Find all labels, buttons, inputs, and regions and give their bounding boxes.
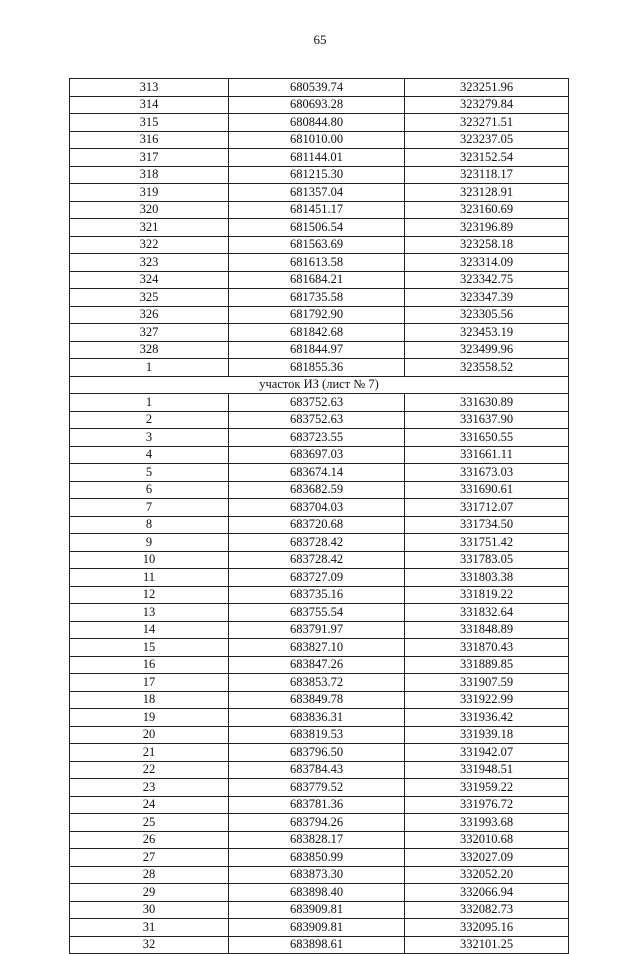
section-title: участок ИЗ (лист № 7) xyxy=(70,376,569,394)
point-number-cell: 6 xyxy=(70,481,229,499)
point-number-cell: 7 xyxy=(70,499,229,517)
point-number-cell: 30 xyxy=(70,901,229,919)
table-row xyxy=(70,656,569,674)
x-coordinate-cell: 683781.36 xyxy=(229,796,405,814)
x-coordinate-cell: 681010.00 xyxy=(229,131,405,149)
y-coordinate-cell: 323558.52 xyxy=(405,359,569,377)
x-coordinate-cell: 680539.74 xyxy=(229,79,405,97)
y-coordinate-cell: 331661.11 xyxy=(405,446,569,464)
y-coordinate-cell: 331976.72 xyxy=(405,796,569,814)
x-coordinate-cell: 683836.31 xyxy=(229,709,405,727)
point-number-cell: 317 xyxy=(70,149,229,167)
x-coordinate-cell: 681506.54 xyxy=(229,219,405,237)
y-coordinate-cell: 331948.51 xyxy=(405,761,569,779)
point-number-cell: 24 xyxy=(70,796,229,814)
x-coordinate-cell: 683850.99 xyxy=(229,849,405,867)
x-coordinate-cell: 681215.30 xyxy=(229,166,405,184)
x-coordinate-cell: 683847.26 xyxy=(229,656,405,674)
x-coordinate-cell: 681144.01 xyxy=(229,149,405,167)
y-coordinate-cell: 331907.59 xyxy=(405,674,569,692)
point-number-cell: 328 xyxy=(70,341,229,359)
table-row xyxy=(70,551,569,569)
point-number-cell: 313 xyxy=(70,79,229,97)
point-number-cell: 327 xyxy=(70,324,229,342)
point-number-cell: 324 xyxy=(70,271,229,289)
point-number-cell: 323 xyxy=(70,254,229,272)
section-header-row xyxy=(70,376,569,394)
x-coordinate-cell: 683796.50 xyxy=(229,744,405,762)
point-number-cell: 14 xyxy=(70,621,229,639)
y-coordinate-cell: 323271.51 xyxy=(405,114,569,132)
y-coordinate-cell: 323237.05 xyxy=(405,131,569,149)
page-number: 65 xyxy=(313,32,327,47)
y-coordinate-cell: 331673.03 xyxy=(405,464,569,482)
y-coordinate-cell: 331939.18 xyxy=(405,726,569,744)
x-coordinate-cell: 681855.36 xyxy=(229,359,405,377)
table-row xyxy=(70,166,569,184)
table-row xyxy=(70,569,569,587)
point-number-cell: 12 xyxy=(70,586,229,604)
x-coordinate-cell: 683873.30 xyxy=(229,866,405,884)
table-row xyxy=(70,691,569,709)
y-coordinate-cell: 331959.22 xyxy=(405,779,569,797)
y-coordinate-cell: 323196.89 xyxy=(405,219,569,237)
point-number-cell: 325 xyxy=(70,289,229,307)
table-row xyxy=(70,884,569,902)
table-row xyxy=(70,639,569,657)
point-number-cell: 29 xyxy=(70,884,229,902)
x-coordinate-cell: 683728.42 xyxy=(229,551,405,569)
table-row xyxy=(70,96,569,114)
point-number-cell: 9 xyxy=(70,534,229,552)
y-coordinate-cell: 332027.09 xyxy=(405,849,569,867)
table-row xyxy=(70,236,569,254)
point-number-cell: 22 xyxy=(70,761,229,779)
table-row xyxy=(70,831,569,849)
point-number-cell: 26 xyxy=(70,831,229,849)
point-number-cell: 18 xyxy=(70,691,229,709)
table-row xyxy=(70,289,569,307)
table-row xyxy=(70,114,569,132)
table-row xyxy=(70,674,569,692)
x-coordinate-cell: 683784.43 xyxy=(229,761,405,779)
table-row xyxy=(70,604,569,622)
x-coordinate-cell: 683727.09 xyxy=(229,569,405,587)
point-number-cell: 2 xyxy=(70,411,229,429)
coordinates-table xyxy=(69,78,569,954)
x-coordinate-cell: 681451.17 xyxy=(229,201,405,219)
y-coordinate-cell: 332082.73 xyxy=(405,901,569,919)
y-coordinate-cell: 331993.68 xyxy=(405,814,569,832)
x-coordinate-cell: 683723.55 xyxy=(229,429,405,447)
y-coordinate-cell: 332010.68 xyxy=(405,831,569,849)
table-row xyxy=(70,866,569,884)
table-row xyxy=(70,901,569,919)
x-coordinate-cell: 683828.17 xyxy=(229,831,405,849)
table-row xyxy=(70,341,569,359)
table-row xyxy=(70,394,569,412)
point-number-cell: 19 xyxy=(70,709,229,727)
point-number-cell: 1 xyxy=(70,359,229,377)
x-coordinate-cell: 683898.61 xyxy=(229,936,405,954)
x-coordinate-cell: 681844.97 xyxy=(229,341,405,359)
x-coordinate-cell: 683791.97 xyxy=(229,621,405,639)
y-coordinate-cell: 332101.25 xyxy=(405,936,569,954)
y-coordinate-cell: 323152.54 xyxy=(405,149,569,167)
y-coordinate-cell: 331922.99 xyxy=(405,691,569,709)
point-number-cell: 3 xyxy=(70,429,229,447)
y-coordinate-cell: 323160.69 xyxy=(405,201,569,219)
table-row xyxy=(70,936,569,954)
point-number-cell: 23 xyxy=(70,779,229,797)
table-row xyxy=(70,744,569,762)
x-coordinate-cell: 683909.81 xyxy=(229,919,405,937)
y-coordinate-cell: 331751.42 xyxy=(405,534,569,552)
x-coordinate-cell: 680693.28 xyxy=(229,96,405,114)
point-number-cell: 31 xyxy=(70,919,229,937)
table-row xyxy=(70,201,569,219)
table-row xyxy=(70,779,569,797)
table-row xyxy=(70,184,569,202)
x-coordinate-cell: 683779.52 xyxy=(229,779,405,797)
point-number-cell: 326 xyxy=(70,306,229,324)
table-row xyxy=(70,131,569,149)
x-coordinate-cell: 683909.81 xyxy=(229,901,405,919)
y-coordinate-cell: 331783.05 xyxy=(405,551,569,569)
y-coordinate-cell: 323251.96 xyxy=(405,79,569,97)
x-coordinate-cell: 683755.54 xyxy=(229,604,405,622)
x-coordinate-cell: 681563.69 xyxy=(229,236,405,254)
x-coordinate-cell: 680844.80 xyxy=(229,114,405,132)
y-coordinate-cell: 323258.18 xyxy=(405,236,569,254)
point-number-cell: 319 xyxy=(70,184,229,202)
point-number-cell: 314 xyxy=(70,96,229,114)
point-number-cell: 13 xyxy=(70,604,229,622)
point-number-cell: 1 xyxy=(70,394,229,412)
x-coordinate-cell: 681357.04 xyxy=(229,184,405,202)
table-row xyxy=(70,919,569,937)
point-number-cell: 11 xyxy=(70,569,229,587)
point-number-cell: 16 xyxy=(70,656,229,674)
x-coordinate-cell: 681792.90 xyxy=(229,306,405,324)
point-number-cell: 28 xyxy=(70,866,229,884)
y-coordinate-cell: 323118.17 xyxy=(405,166,569,184)
point-number-cell: 21 xyxy=(70,744,229,762)
table-row xyxy=(70,586,569,604)
point-number-cell: 316 xyxy=(70,131,229,149)
x-coordinate-cell: 683849.78 xyxy=(229,691,405,709)
y-coordinate-cell: 331889.85 xyxy=(405,656,569,674)
y-coordinate-cell: 323305.56 xyxy=(405,306,569,324)
y-coordinate-cell: 331936.42 xyxy=(405,709,569,727)
table-row xyxy=(70,324,569,342)
table-row xyxy=(70,271,569,289)
point-number-cell: 25 xyxy=(70,814,229,832)
y-coordinate-cell: 323279.84 xyxy=(405,96,569,114)
x-coordinate-cell: 683827.10 xyxy=(229,639,405,657)
point-number-cell: 20 xyxy=(70,726,229,744)
table-row xyxy=(70,761,569,779)
y-coordinate-cell: 331819.22 xyxy=(405,586,569,604)
y-coordinate-cell: 331637.90 xyxy=(405,411,569,429)
x-coordinate-cell: 683728.42 xyxy=(229,534,405,552)
table-row xyxy=(70,464,569,482)
point-number-cell: 321 xyxy=(70,219,229,237)
y-coordinate-cell: 332095.16 xyxy=(405,919,569,937)
x-coordinate-cell: 683752.63 xyxy=(229,411,405,429)
y-coordinate-cell: 323342.75 xyxy=(405,271,569,289)
table-row xyxy=(70,79,569,97)
point-number-cell: 322 xyxy=(70,236,229,254)
table-row xyxy=(70,429,569,447)
table-row xyxy=(70,499,569,517)
table-row xyxy=(70,796,569,814)
x-coordinate-cell: 681613.58 xyxy=(229,254,405,272)
coordinates-table-body xyxy=(70,79,569,954)
y-coordinate-cell: 331690.61 xyxy=(405,481,569,499)
x-coordinate-cell: 683674.14 xyxy=(229,464,405,482)
point-number-cell: 10 xyxy=(70,551,229,569)
table-row xyxy=(70,306,569,324)
x-coordinate-cell: 683752.63 xyxy=(229,394,405,412)
table-row xyxy=(70,254,569,272)
point-number-cell: 318 xyxy=(70,166,229,184)
table-row xyxy=(70,534,569,552)
x-coordinate-cell: 683819.53 xyxy=(229,726,405,744)
x-coordinate-cell: 683898.40 xyxy=(229,884,405,902)
y-coordinate-cell: 331942.07 xyxy=(405,744,569,762)
table-row xyxy=(70,149,569,167)
y-coordinate-cell: 323453.19 xyxy=(405,324,569,342)
x-coordinate-cell: 683697.03 xyxy=(229,446,405,464)
point-number-cell: 4 xyxy=(70,446,229,464)
table-row xyxy=(70,726,569,744)
x-coordinate-cell: 683720.68 xyxy=(229,516,405,534)
x-coordinate-cell: 681684.21 xyxy=(229,271,405,289)
y-coordinate-cell: 331832.64 xyxy=(405,604,569,622)
y-coordinate-cell: 331848.89 xyxy=(405,621,569,639)
y-coordinate-cell: 331630.89 xyxy=(405,394,569,412)
x-coordinate-cell: 683794.26 xyxy=(229,814,405,832)
point-number-cell: 17 xyxy=(70,674,229,692)
x-coordinate-cell: 681842.68 xyxy=(229,324,405,342)
table-row xyxy=(70,621,569,639)
point-number-cell: 320 xyxy=(70,201,229,219)
point-number-cell: 8 xyxy=(70,516,229,534)
point-number-cell: 5 xyxy=(70,464,229,482)
y-coordinate-cell: 323314.09 xyxy=(405,254,569,272)
y-coordinate-cell: 331650.55 xyxy=(405,429,569,447)
point-number-cell: 15 xyxy=(70,639,229,657)
table-row xyxy=(70,709,569,727)
y-coordinate-cell: 331712.07 xyxy=(405,499,569,517)
y-coordinate-cell: 323499.96 xyxy=(405,341,569,359)
y-coordinate-cell: 331803.38 xyxy=(405,569,569,587)
table-row xyxy=(70,516,569,534)
x-coordinate-cell: 681735.58 xyxy=(229,289,405,307)
x-coordinate-cell: 683704.03 xyxy=(229,499,405,517)
y-coordinate-cell: 323128.91 xyxy=(405,184,569,202)
point-number-cell: 27 xyxy=(70,849,229,867)
table-row xyxy=(70,359,569,377)
point-number-cell: 32 xyxy=(70,936,229,954)
table-row xyxy=(70,849,569,867)
table-row xyxy=(70,446,569,464)
x-coordinate-cell: 683682.59 xyxy=(229,481,405,499)
table-row xyxy=(70,814,569,832)
x-coordinate-cell: 683735.16 xyxy=(229,586,405,604)
y-coordinate-cell: 331734.50 xyxy=(405,516,569,534)
table-row xyxy=(70,481,569,499)
table-row xyxy=(70,411,569,429)
table-row xyxy=(70,219,569,237)
point-number-cell: 315 xyxy=(70,114,229,132)
y-coordinate-cell: 332066.94 xyxy=(405,884,569,902)
y-coordinate-cell: 323347.39 xyxy=(405,289,569,307)
y-coordinate-cell: 332052.20 xyxy=(405,866,569,884)
x-coordinate-cell: 683853.72 xyxy=(229,674,405,692)
y-coordinate-cell: 331870.43 xyxy=(405,639,569,657)
